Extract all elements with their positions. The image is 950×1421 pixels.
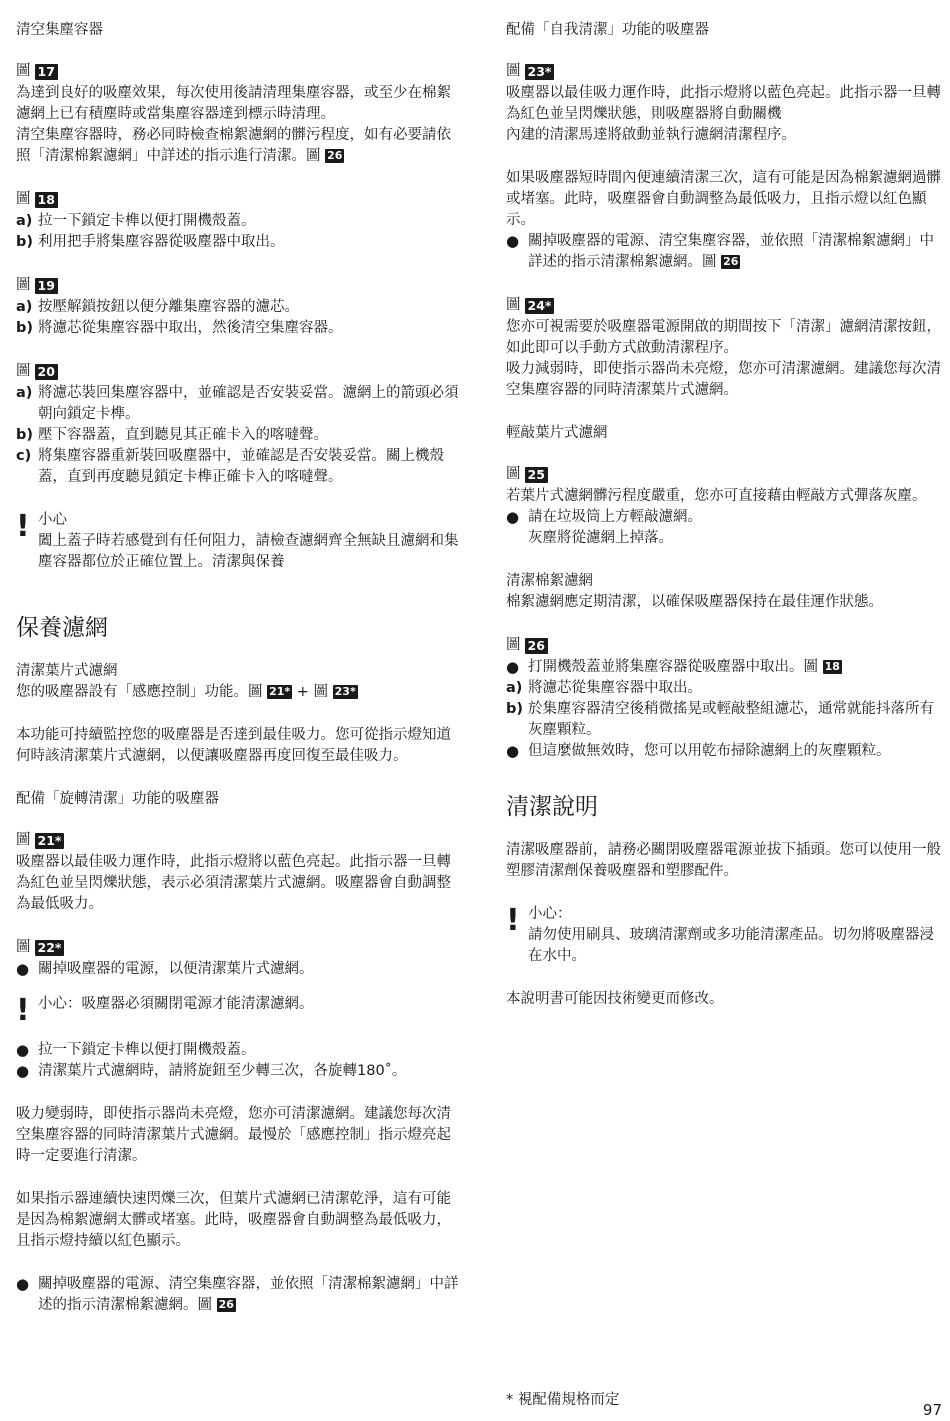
section-fig-24: [506, 295, 944, 401]
paragraph-indicator-flash: 如果指示器連續快速閃爍三次，但葉片式濾網已清潔乾淨，這有可能是因為棉絮濾網太髒或堵塞。此時，吸塵器會自動調整為最低吸力，且指示燈持續以紅色顯示。: [16, 1191, 451, 1249]
figure-label: 圖: [16, 363, 31, 379]
caution-title: 小心：: [528, 906, 572, 922]
caution-box-power: [16, 994, 464, 1026]
figure-ref-22: [16, 937, 464, 958]
section-flash: [16, 1189, 464, 1252]
figure-ref-badge-26: 26: [327, 149, 343, 162]
bullet-25a: ● 請在垃圾筒上方輕敲濾網。: [506, 508, 702, 526]
section-last-bullet: [16, 1274, 464, 1316]
figure-ref-23: [506, 61, 944, 82]
section-monitor: [16, 725, 464, 767]
bullet-25b: 灰塵將從濾網上掉落。: [528, 530, 673, 546]
bullet-power-off: ● 關掉吸塵器的電源、清空集塵容器，並依照「清潔棉絮濾網」中詳述的指示清潔棉絮濾網。圖 26: [16, 1274, 464, 1316]
figure-ref-21: [16, 830, 464, 851]
section-title-cleaning: 清潔說明: [506, 794, 598, 820]
figure-badge-25: 25: [525, 467, 548, 483]
heading-rotate-clean: 配備「旋轉清潔」功能的吸塵器: [16, 791, 219, 807]
section-fig-20: [16, 361, 464, 488]
bullet-icon: ●: [16, 1041, 30, 1059]
left-column: [16, 20, 464, 1338]
section-fig-22: [16, 937, 464, 980]
section-vane-filter: [16, 661, 464, 703]
figure-badge-26: 26: [525, 638, 548, 654]
step-19a: a) 按壓解鎖按鈕以便分離集塵容器的濾芯。: [16, 299, 299, 315]
section-clean: [506, 840, 944, 882]
section-22-steps: [16, 1040, 464, 1082]
section-fig-17: [16, 61, 464, 167]
section-fig-25: [506, 464, 944, 549]
exclamation-icon: !: [16, 993, 30, 1028]
right-column: [506, 20, 944, 1010]
step-26a: a) 將濾芯從集塵容器中取出。: [506, 680, 702, 696]
figure-badge-17: 17: [35, 64, 58, 80]
figure-label: 圖: [16, 191, 31, 207]
section-fig-19: [16, 275, 464, 339]
section-lint-filter: [506, 571, 944, 613]
caution-box-lid: [16, 510, 464, 573]
figure-ref-19: [16, 275, 464, 296]
step-20c: c) 將集塵容器重新裝回吸塵器中，並確認是否安裝妥當。關上機殼蓋，直到再度聽見鎖定卡榫正確卡入的喀噠聲。: [16, 448, 444, 485]
step-19b: b) 將濾芯從集塵容器中取出，然後清空集塵容器。: [16, 320, 343, 336]
bullet-icon: ●: [16, 1062, 30, 1080]
figure-ref-badge-26: 26: [723, 255, 739, 268]
bullet-22c: ● 清潔葉片式濾網時，請將旋鈕至少轉三次，各旋轉180˚。: [16, 1062, 407, 1080]
step-20a: a) 將濾芯裝回集塵容器中，並確認是否安裝妥當。濾網上的箭頭必須朝向鎖定卡榫。: [16, 385, 459, 422]
figure-label: 圖: [16, 832, 31, 848]
paragraph-17b: 清空集塵容器時，務必同時檢查棉絮濾網的髒污程度，如有必要請依照「清潔棉絮濾網」中詳述的指示進行清潔。圖 26: [16, 127, 451, 164]
paragraph-25: 若葉片式濾網髒污程度嚴重，您亦可直接藉由輕敲方式彈落灰塵。: [506, 488, 927, 504]
bullet-icon: ●: [506, 742, 520, 760]
section-fig-21: [16, 830, 464, 915]
figure-badge-19: 19: [35, 278, 58, 294]
paragraph-17a: 為達到良好的吸塵效果，每次使用後請清理集塵容器，或至少在棉絮濾網上已有積塵時或當集塵容器達到標示時清理。: [16, 85, 451, 122]
figure-badge-24: 24*: [525, 298, 555, 314]
heading-clean-lint-filter: 清潔棉絮濾網: [506, 573, 593, 589]
figure-badge-18: 18: [35, 192, 58, 208]
section-weak: [16, 1104, 464, 1167]
bullet-power-off: ● 關掉吸塵器的電源、清空集塵容器，並依照「清潔棉絮濾網」中詳述的指示清潔棉絮濾網。圖 26: [506, 231, 944, 273]
bullet-icon: ●: [506, 508, 520, 526]
figure-badge-23: 23*: [525, 64, 555, 80]
section-fig-18: [16, 189, 464, 253]
figure-label: 圖: [16, 277, 31, 293]
paragraph-subject-to-change: 本說明書可能因技術變更而修改。: [506, 991, 724, 1007]
bullet-22b: ● 拉一下鎖定卡榫以便打開機殼蓋。: [16, 1041, 256, 1059]
paragraph-23b: 內建的清潔馬達將啟動並執行濾網清潔程序。: [506, 127, 796, 143]
paragraph-weak-suction: 吸力變弱時，即使指示器尚未亮燈，您亦可清潔濾網。建議您每次清空集塵容器的同時清潔葉片式濾網。最慢於「感應控制」指示燈亮起時一定要進行清潔。: [16, 1106, 451, 1164]
figure-ref-17: [16, 61, 464, 82]
heading-self-clean: 配備「自我清潔」功能的吸塵器: [506, 22, 709, 38]
paragraph-24a: 您亦可視需要於吸塵器電源開啟的期間按下「清潔」濾網清潔按鈕，如此即可以手動方式啟動清潔程序。: [506, 319, 941, 356]
figure-badge-22: 22*: [35, 940, 65, 956]
figure-badge-20: 20: [35, 364, 58, 380]
figure-badge-21: 21*: [35, 833, 65, 849]
paragraph-sensor-control: 您的吸塵器設有「感應控制」功能。圖 21* + 圖 23*: [16, 684, 356, 700]
figure-ref-25: [506, 464, 944, 485]
page-number: 97: [922, 1401, 942, 1419]
bullet-icon: ●: [506, 658, 520, 676]
bullet-icon: ●: [16, 960, 30, 978]
step-26b: b) 於集塵容器清空後稍微搖晃或輕敲整組濾芯，通常就能抖落所有灰塵顆粒。: [506, 701, 934, 738]
bullet-icon: ●: [16, 1275, 30, 1293]
figure-ref-20: [16, 361, 464, 382]
caution-text: 闔上蓋子時若感覺到有任何阻力，請檢查濾網齊全無缺且濾網和集塵容器都位於正確位置上。清潔與保養: [38, 533, 459, 570]
section-title-filter-care: 保養濾網: [16, 615, 108, 641]
heading-tap-vane-filter: 輕敲葉片式濾網: [506, 425, 608, 441]
caution-text: 請勿使用刷具、玻璃清潔劑或多功能清潔產品。切勿將吸塵器浸在水中。: [528, 927, 934, 964]
paragraph-21: 吸塵器以最佳吸力運作時，此指示燈將以藍色亮起。此指示器一旦轉為紅色並呈閃爍狀態，表示必須清潔葉片式濾網。吸塵器會自動調整為最低吸力。: [16, 854, 451, 912]
figure-label: 圖: [506, 637, 521, 653]
figure-label: 圖: [16, 63, 31, 79]
bullet-26b: ● 但這麼做無效時，您可以用乾布掃除濾網上的灰塵顆粒。: [506, 742, 891, 760]
caution-text: 小心：吸塵器必須關閉電源才能清潔濾網。: [38, 996, 314, 1012]
figure-ref-badge-26: 26: [218, 1298, 234, 1311]
section-fig-23: [506, 61, 944, 146]
figure-ref-24: [506, 295, 944, 316]
caution-title: 小心: [38, 512, 67, 528]
figure-label: 圖: [506, 63, 521, 79]
paragraph-24b: 吸力減弱時，即使指示器尚未亮燈，您亦可清潔濾網。建議您每次清空集塵容器的同時清潔葉片式濾網。: [506, 361, 941, 398]
paragraph-lint-filter: 棉絮濾網應定期清潔，以確保吸塵器保持在最佳運作狀態。: [506, 594, 883, 610]
paragraph-cleaning: 清潔吸塵器前，請務必關閉吸塵器電源並拔下插頭。您可以使用一般塑膠清潔劑保養吸塵器和塑膠配件。: [506, 842, 941, 879]
step-18b: b) 利用把手將集塵容器從吸塵器中取出。: [16, 234, 285, 250]
footnote: * 視配備規格而定: [506, 1392, 620, 1408]
figure-ref-badge-21: 21*: [269, 685, 291, 698]
caution-box-cleaning: [506, 904, 944, 967]
step-20b: b) 壓下容器蓋，直到聽見其正確卡入的喀噠聲。: [16, 427, 328, 443]
heading-clean-vane-filter: 清潔葉片式濾網: [16, 663, 118, 679]
section-three-times: [506, 168, 944, 273]
figure-ref-badge-18: 18: [824, 660, 840, 673]
exclamation-icon: !: [506, 903, 520, 938]
bullet-22a: ● 關掉吸塵器的電源，以便清潔葉片式濾網。: [16, 960, 314, 978]
paragraph-three-times: 如果吸塵器短時間內便連續清潔三次，這有可能是因為棉絮濾網過髒或堵塞。此時，吸塵器會自動調整為最低吸力，且指示燈以紅色顯示。: [506, 170, 941, 228]
bullet-icon: ●: [506, 232, 520, 250]
figure-label: 圖: [506, 466, 521, 482]
figure-label: 圖: [16, 939, 31, 955]
heading-empty-dust-container: 清空集塵容器: [16, 22, 103, 38]
paragraph-monitor: 本功能可持續監控您的吸塵器是否達到最佳吸力。您可從指示燈知道何時該清潔葉片式濾網，以便讓吸塵器再度回復至最佳吸力。: [16, 727, 451, 764]
paragraph-23a: 吸塵器以最佳吸力運作時，此指示燈將以藍色亮起。此指示器一旦轉為紅色並呈閃爍狀態，則吸塵器將自動關機: [506, 85, 941, 122]
exclamation-icon: !: [16, 509, 30, 544]
figure-label: 圖: [506, 297, 521, 313]
step-18a: a) 拉一下鎖定卡榫以便打開機殼蓋。: [16, 213, 256, 229]
figure-ref-18: [16, 189, 464, 210]
bullet-26a: ● 打開機殼蓋並將集塵容器從吸塵器中取出。圖 18: [506, 658, 840, 676]
figure-ref-26: [506, 635, 944, 656]
section-fig-26: [506, 635, 944, 762]
figure-ref-badge-23: 23*: [334, 685, 356, 698]
